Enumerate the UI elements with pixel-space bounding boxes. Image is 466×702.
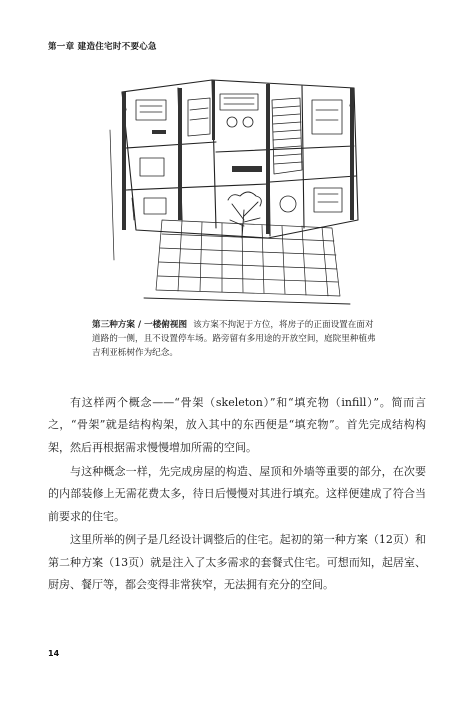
page-number: 14 [48, 649, 60, 658]
caption-title: 第三种方案 / 一楼俯视图 [92, 320, 188, 330]
paragraph-2: 与这种概念一样，先完成房屋的构造、屋顶和外墙等重要的部分，在次要的内部装修上无需花费太多，待日后慢慢对其进行填充。这样便建成了符合当前要求的住宅。 [48, 464, 426, 523]
axonometric-floor-plan-sketch-icon [92, 70, 368, 306]
chapter-header: 第一章 建造住宅时不要心急 [48, 42, 157, 52]
figure-caption [92, 318, 380, 360]
paragraph-3: 这里所举的例子是几经设计调整后的住宅。起初的第一种方案（12页）和第二种方案（13页）就是注入了太多需求的套餐式住宅。可想而知，起居室、厨房、餐厅等，都会变得非常狭窄，无法拥有充分的空间。 [48, 533, 426, 592]
caption-text: 该方案不拘泥于方位，将房子的正面设置在面对道路的一侧，且不设置停车场。路旁留有多用途的开放空间，庭院里种植弗吉利亚栎树作为纪念。 [92, 320, 376, 358]
floor-plan-illustration [92, 70, 368, 306]
paragraph-1: 有这样两个概念——“骨架（skeleton）”和“填充物（infill）”。简而言之，“骨架”就是结构构架，放入其中的东西便是“填充物”。首先完成结构构架，然后再根据需求慢慢增加所需的空间。 [48, 396, 426, 454]
body-text [48, 392, 426, 598]
